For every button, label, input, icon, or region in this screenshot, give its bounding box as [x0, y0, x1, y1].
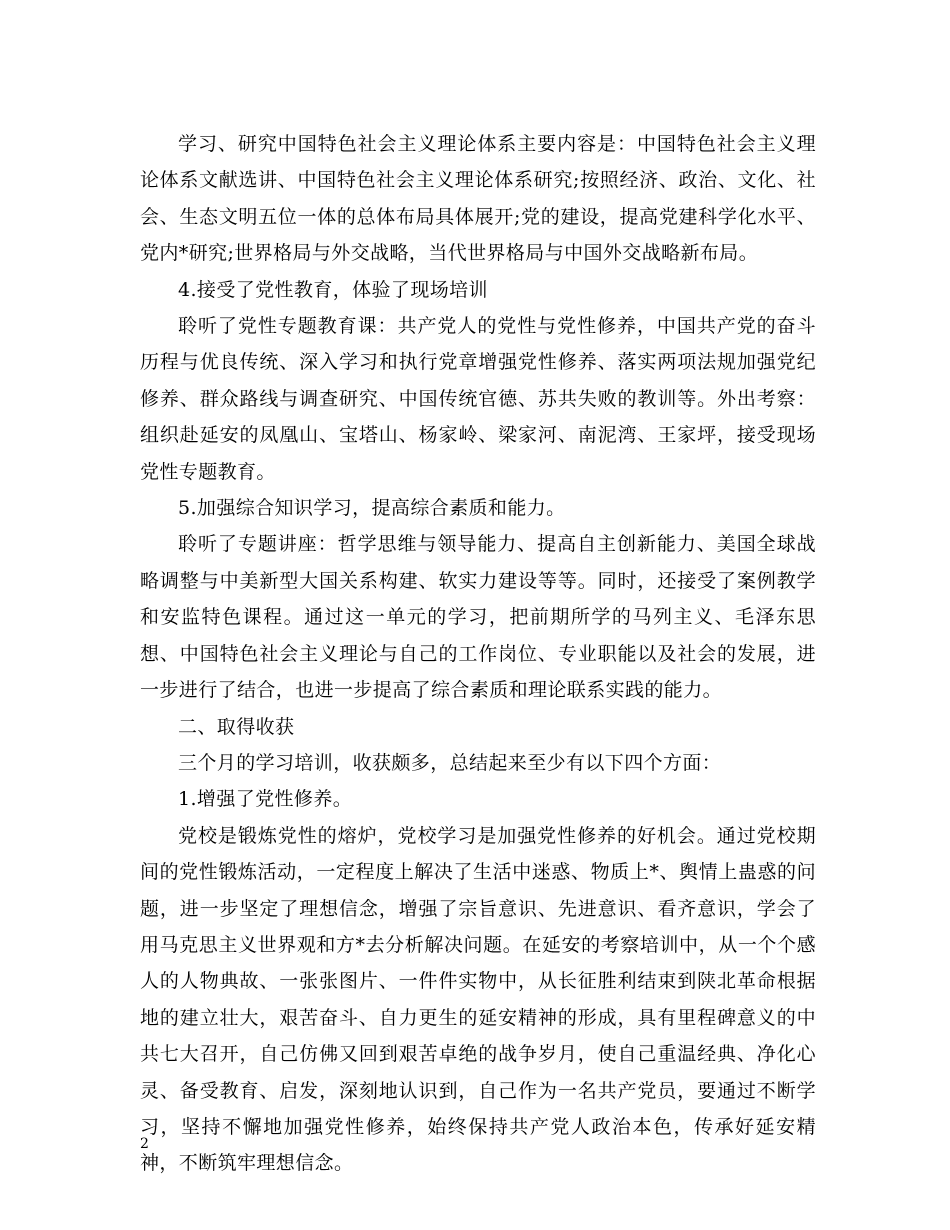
- paragraph-7: 三个月的学习培训，收获颇多，总结起来至少有以下四个方面：: [178, 751, 722, 774]
- page-number: 2: [140, 1136, 149, 1152]
- paragraph-4: 5.加强综合知识学习，提高综合素质和能力。: [178, 497, 566, 520]
- document-body: [140, 126, 816, 1182]
- paragraph-6: 二、取得收获: [178, 715, 295, 738]
- paragraph-2: 4.接受了党性教育，体验了现场培训: [178, 278, 488, 301]
- paragraph-1: 学习、研究中国特色社会主义理论体系主要内容是：中国特色社会主义理论体系文献选讲、中国特色社会主义理论体系研究;按照经济、政治、文化、社会、生态文明五位一体的总体布局具体展开;党的建设，提高党建科学化水平、党内*研究;世界格局与外交战略，当代世界格局与中国外交战略新布局。: [140, 133, 816, 265]
- paragraph-9: 党校是锻炼党性的熔炉，党校学习是加强党性修养的好机会。通过党校期间的党性锻炼活动，一定程度上解决了生活中迷惑、物质上*、舆情上蛊惑的问题，进一步坚定了理想信念，增强了宗旨意识、先进意识、看齐意识，学会了用马克思主义世界观和方*去分析解决问题。在延安的考察培训中，从一个个感人的人物典故、一张张图片、一件件实物中，从长征胜利结束到陕北革命根据地的建立壮大，艰苦奋斗、自力更生的延安精神的形成，具有里程碑意义的中共七大召开，自己仿佛又回到艰苦卓绝的战争岁月，使自己重温经典、净化心灵、备受教育、启发，深刻地认识到，自己作为一名共产党员，要通过不断学习，坚持不懈地加强党性修养，始终保持共产党人政治本色，传承好延安精神，不断筑牢理想信念。: [140, 824, 816, 1175]
- paragraph-5: 聆听了专题讲座：哲学思维与领导能力、提高自主创新能力、美国全球战略调整与中美新型大国关系构建、软实力建设等等。同时，还接受了案例教学和安监特色课程。通过这一单元的学习，把前期所学的马列主义、毛泽东思想、中国特色社会主义理论与自己的工作岗位、专业职能以及社会的发展，进一步进行了结合，也进一步提高了综合素质和理论联系实践的能力。: [140, 533, 816, 702]
- paragraph-3: 聆听了党性专题教育课：共产党人的党性与党性修养，中国共产党的奋斗历程与优良传统、深入学习和执行党章增强党性修养、落实两项法规加强党纪修养、群众路线与调查研究、中国传统官德、苏共失败的教训等。外出考察：组织赴延安的凤凰山、宝塔山、杨家岭、梁家河、南泥湾、王家坪，接受现场党性专题教育。: [140, 315, 816, 483]
- paragraph-8: 1.增强了党性修养。: [178, 788, 353, 811]
